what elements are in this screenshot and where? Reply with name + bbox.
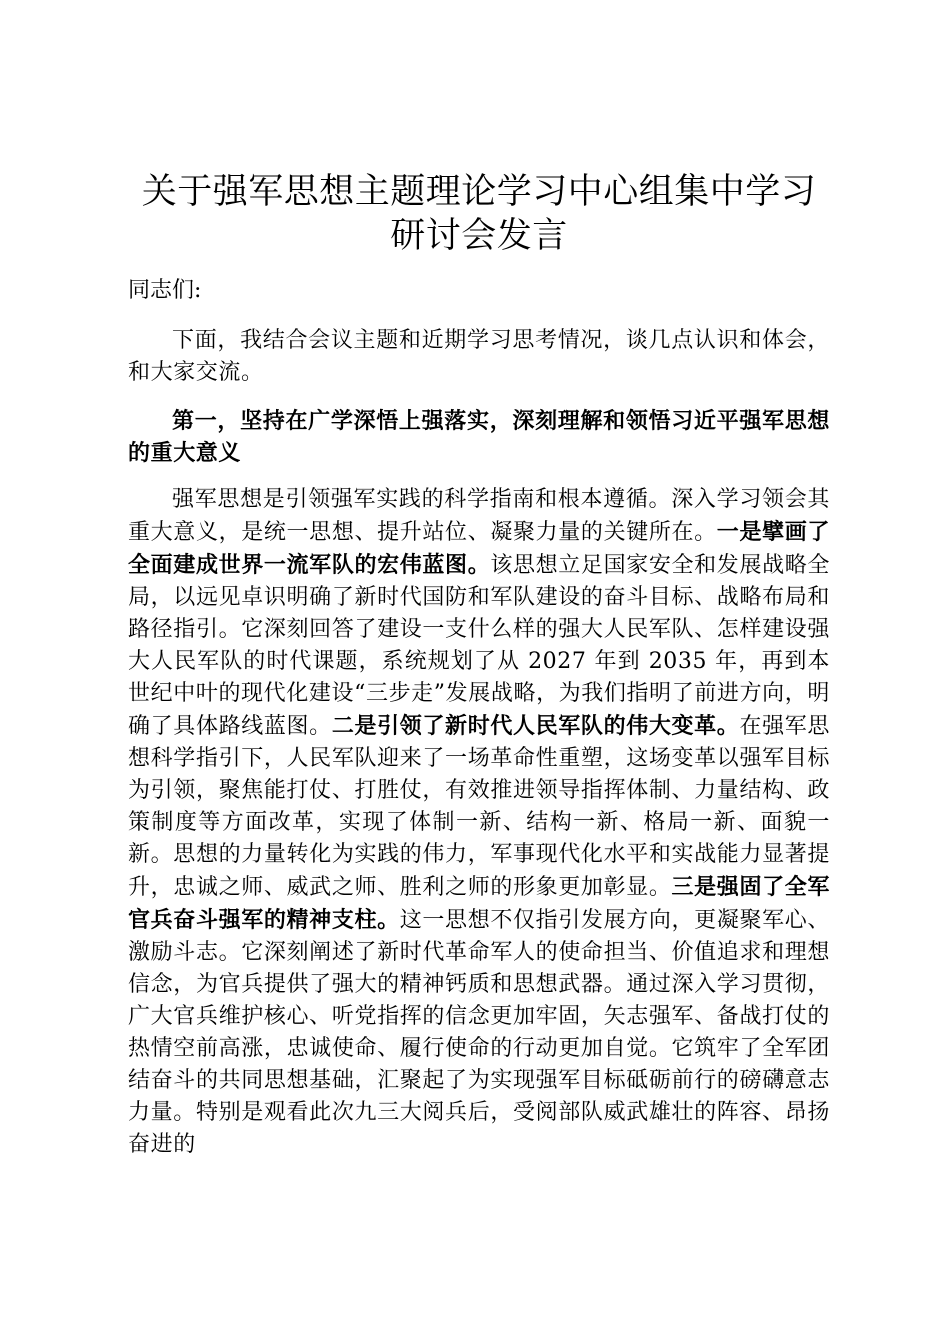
point-two: 二是引领了新时代人民军队的伟大变革。 (331, 713, 740, 739)
body-text-segment: 该思想立足国家安全和发展战略全局，以远见卓识明确了新时代国防和军队建设的奋斗目标、战略布局和路径指引。它深刻回答了建设一支什么样的强大人民军队、怎样建设强大人民军队的时代课题，系统规划了从 2027 年到 2035 年，再到本世纪中叶的现代化建设“三步走”发展战略，为我们指明了前进方向，明确了具体路线蓝图。 (128, 553, 830, 739)
section-heading-1: 第一，坚持在广学深悟上强落实，深刻理解和领悟习近平强军思想的重大意义 (128, 408, 830, 466)
point-one: 一是擘画了全面建成世界一流军队的宏伟蓝图。 (128, 519, 830, 578)
body-text-segment: 这一思想不仅指引发展方向，更凝聚军心、激励斗志。它深刻阐述了新时代革命军人的使命担当、价值追求和理想信念，为官兵提供了强大的精神钙质和思想武器。通过深入学习贯彻，广大官兵维护核心、听党指挥的信念更加牢固，矢志强军、备战打仗的热情空前高涨，忠诚使命、履行使命的行动更加自觉。它筑牢了全军团结奋斗的共同思想基础，汇聚起了为实现强军目标砥砺前行的磅礴意志力量。特别是观看此次九三大阅兵后，受阅部队威武雄壮的阵容、昂扬奋进的 (128, 908, 831, 1157)
greeting: 同志们: (128, 278, 202, 303)
document-title: 关于强军思想主题理论学习中心组集中学习研讨会发言 (141, 172, 817, 256)
body-text-segment: 强军思想是引领强军实践的科学指南和根本遵循。深入学习领会其重大意义，是统一思想、提升站位、凝聚力量的关键所在。 (128, 487, 830, 545)
intro-paragraph: 下面，我结合会议主题和近期学习思考情况，谈几点认识和体会，和大家交流。 (128, 328, 830, 385)
section-body-1 (128, 484, 830, 1161)
point-three: 三是强固了全军官兵奋斗强军的精神支柱。 (128, 874, 830, 933)
body-text-segment: 在强军思想科学指引下，人民军队迎来了一场革命性重塑，这场变革以强军目标为引领，聚焦能打仗、打胜仗，有效推进领导指挥体制、力量结构、政策制度等方面改革，实现了体制一新、结构一新、格局一新、面貌一新。思想的力量转化为实践的伟力，军事现代化水平和实战能力显著提升，忠诚之师、威武之师、胜利之师的形象更加彰显。 (128, 714, 831, 900)
